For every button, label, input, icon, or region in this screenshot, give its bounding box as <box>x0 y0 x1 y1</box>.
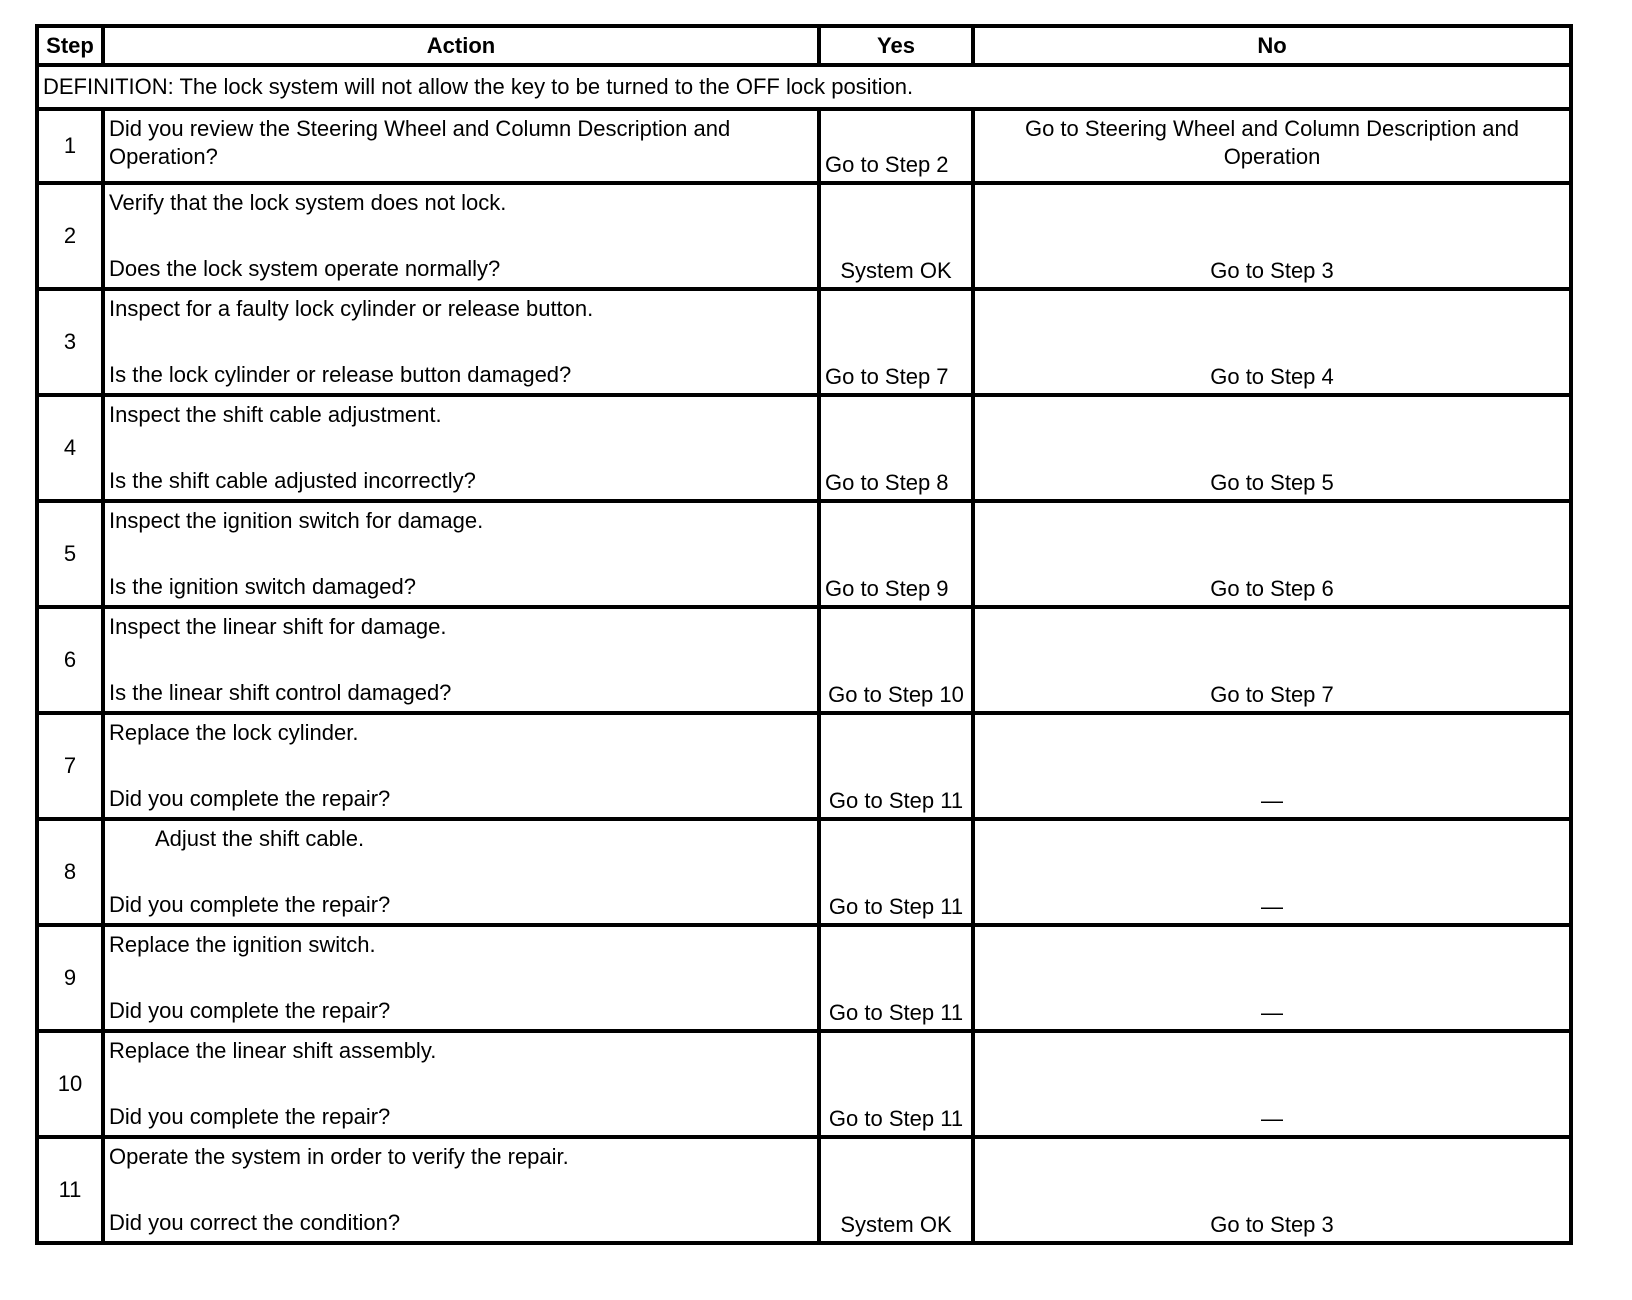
action-text: Inspect the linear shift for damage. <box>109 614 447 639</box>
action-text: Replace the linear shift assembly. <box>109 1038 437 1063</box>
table-row <box>37 713 1571 819</box>
table-row <box>37 183 1571 289</box>
step-number: 4 <box>37 395 103 501</box>
yes-result: Go to Step 11 <box>819 713 973 819</box>
step-number: 6 <box>37 607 103 713</box>
action-question: Is the shift cable adjusted incorrectly? <box>109 468 476 493</box>
table-row <box>37 501 1571 607</box>
no-result: Go to Step 7 <box>973 607 1571 713</box>
table-row <box>37 395 1571 501</box>
action-question: Is the linear shift control damaged? <box>109 680 452 705</box>
action-cell <box>103 109 819 183</box>
action-cell <box>103 501 819 607</box>
step-number: 1 <box>37 109 103 183</box>
no-result: — <box>973 1031 1571 1137</box>
action-text: Inspect the shift cable adjustment. <box>109 402 442 427</box>
definition-text: DEFINITION: The lock system will not allow the key to be turned to the OFF lock position. <box>37 65 1571 109</box>
header-row <box>37 26 1571 65</box>
yes-result: Go to Step 10 <box>819 607 973 713</box>
action-question: Is the lock cylinder or release button damaged? <box>109 362 572 387</box>
step-number: 3 <box>37 289 103 395</box>
yes-result: Go to Step 11 <box>819 819 973 925</box>
header-no: No <box>973 26 1571 65</box>
action-text: Replace the ignition switch. <box>109 932 376 957</box>
action-cell <box>103 183 819 289</box>
step-number: 10 <box>37 1031 103 1137</box>
table-row <box>37 289 1571 395</box>
table-row <box>37 925 1571 1031</box>
yes-result: Go to Step 9 <box>819 501 973 607</box>
action-cell <box>103 819 819 925</box>
yes-result: System OK <box>819 183 973 289</box>
no-result: Go to Step 3 <box>973 1137 1571 1243</box>
action-question: Did you complete the repair? <box>109 1104 391 1129</box>
step-number: 8 <box>37 819 103 925</box>
action-cell <box>103 1137 819 1243</box>
step-number: 7 <box>37 713 103 819</box>
table-row <box>37 1137 1571 1243</box>
no-result: Go to Step 5 <box>973 395 1571 501</box>
no-result: Go to Step 6 <box>973 501 1571 607</box>
action-question: Is the ignition switch damaged? <box>109 574 416 599</box>
diagnostic-table-page <box>35 24 1569 1245</box>
action-text: Inspect for a faulty lock cylinder or release button. <box>109 296 594 321</box>
action-text: Operate the system in order to verify the repair. <box>109 1144 569 1169</box>
action-question: Did you correct the condition? <box>109 1210 401 1235</box>
step-number: 5 <box>37 501 103 607</box>
action-cell <box>103 607 819 713</box>
action-cell <box>103 1031 819 1137</box>
no-result: Go to Step 3 <box>973 183 1571 289</box>
action-cell <box>103 289 819 395</box>
action-text: Verify that the lock system does not lock. <box>109 190 507 215</box>
yes-result: System OK <box>819 1137 973 1243</box>
action-question: Does the lock system operate normally? <box>109 256 501 281</box>
step-number: 9 <box>37 925 103 1031</box>
yes-result: Go to Step 7 <box>819 289 973 395</box>
table-row <box>37 1031 1571 1137</box>
yes-result: Go to Step 8 <box>819 395 973 501</box>
header-step: Step <box>37 26 103 65</box>
action-text: Replace the lock cylinder. <box>109 720 359 745</box>
no-result: Go to Steering Wheel and Column Description and Operation <box>973 109 1571 183</box>
action-text: Inspect the ignition switch for damage. <box>109 508 484 533</box>
no-result: — <box>973 819 1571 925</box>
yes-result: Go to Step 11 <box>819 1031 973 1137</box>
yes-result: Go to Step 2 <box>819 109 973 183</box>
action-cell <box>103 395 819 501</box>
action-question: Did you complete the repair? <box>109 786 391 811</box>
no-result: — <box>973 925 1571 1031</box>
action-text: Did you review the Steering Wheel and Column Description and Operation? <box>109 116 731 169</box>
table-row <box>37 109 1571 183</box>
table-row <box>37 819 1571 925</box>
no-result: Go to Step 4 <box>973 289 1571 395</box>
header-action: Action <box>103 26 819 65</box>
definition-row <box>37 65 1571 109</box>
action-cell <box>103 713 819 819</box>
diagnostic-table <box>35 24 1573 1245</box>
action-text: Adjust the shift cable. <box>155 826 365 851</box>
action-question: Did you complete the repair? <box>109 892 391 917</box>
action-cell <box>103 925 819 1031</box>
yes-result: Go to Step 11 <box>819 925 973 1031</box>
table-row <box>37 607 1571 713</box>
action-question: Did you complete the repair? <box>109 998 391 1023</box>
header-yes: Yes <box>819 26 973 65</box>
step-number: 11 <box>37 1137 103 1243</box>
no-result: — <box>973 713 1571 819</box>
step-number: 2 <box>37 183 103 289</box>
